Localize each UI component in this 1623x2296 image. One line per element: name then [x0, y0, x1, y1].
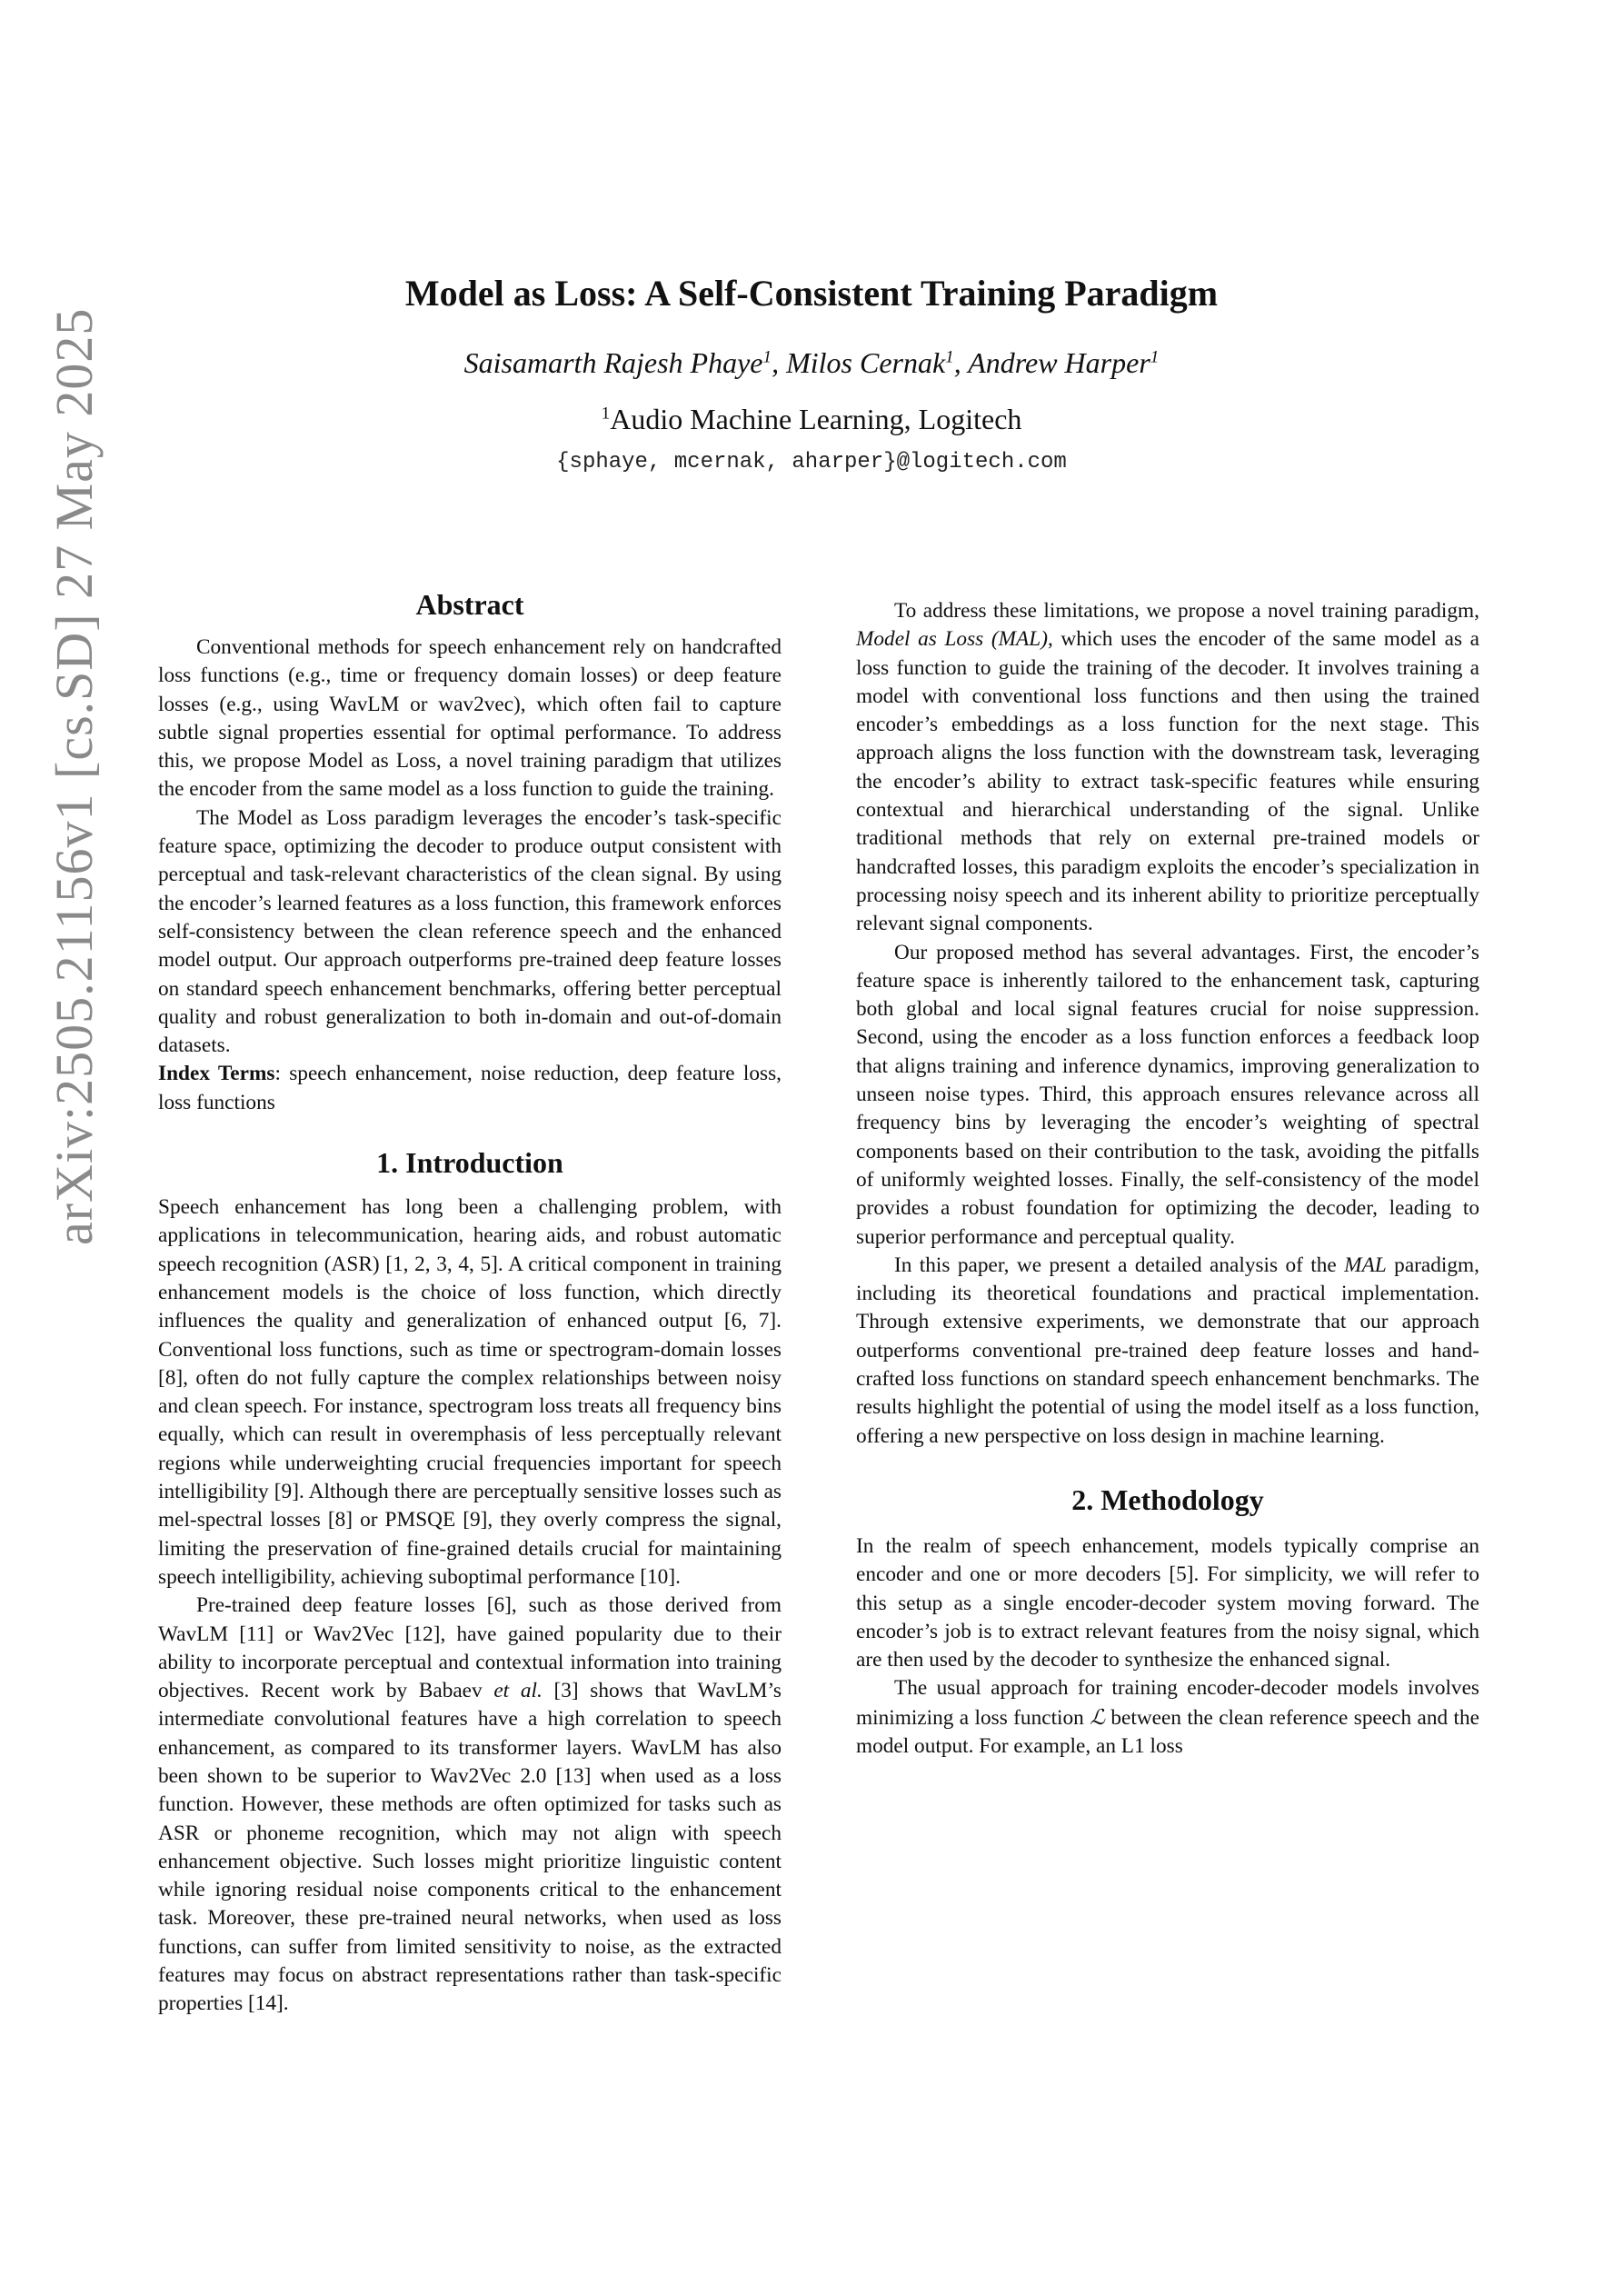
intro-text-italic: et al.	[493, 1679, 543, 1703]
method-text: The usual approach for training encoder-decoder models involves minimizing a loss function	[856, 1676, 1479, 1730]
index-terms-label: Index Terms	[158, 1062, 275, 1086]
index-terms	[158, 1060, 782, 1117]
author-name: Milos Cernak	[786, 346, 946, 379]
author-affil-mark: 1	[945, 347, 954, 367]
intro-text: To address these limitations, we propose a novel training paradigm,	[894, 599, 1479, 623]
section-heading-methodology: 2. Methodology	[1071, 1482, 1264, 1516]
intro-text-italic: Model as Loss (MAL)	[856, 627, 1048, 652]
author-affil-mark: 1	[1150, 347, 1160, 367]
intro-paragraph	[158, 1592, 782, 2018]
author-name: Saisamarth Rajesh Phaye	[463, 346, 763, 379]
method-text: between the clean reference speech and the model output. For example, an L1 loss	[856, 1705, 1480, 1758]
intro-paragraph	[856, 597, 1479, 939]
method-paragraph	[856, 1674, 1479, 1761]
intro-text: Pre-trained deep feature losses [6], such as those derived from WavLM [11] or Wav2Vec [12], have gained popularity due to their ability to incorporate perceptual and contextual information into training objectives. Recent work by Babaev	[158, 1593, 782, 1703]
intro-paragraph	[856, 1252, 1479, 1451]
loss-symbol: ℒ	[1090, 1704, 1105, 1730]
section-heading-introduction: 1. Introduction	[376, 1146, 563, 1180]
author-list	[0, 343, 1623, 383]
intro-paragraph: Our proposed method has several advantages. First, the encoder’s feature space is inherently tailored to the enhancement task, capturing both global and local signal features crucial for noise suppression. Second, using the encoder as a loss function enforces a feedback loop that aligns training and inference dynamics, improving generalization to unseen noise types. Third, this approach ensures relevance across all frequency bins by leveraging the encoder’s weighting of spectral components based on their contribution to the task, avoiding the pitfalls of uniformly weighted losses. Finally, the self-consistency of the model provides a robust foundation for optimizing the decoder, leading to superior performance and perceptual quality.	[856, 940, 1479, 1249]
left-column	[158, 586, 782, 2019]
author-separator: ,	[953, 346, 969, 379]
paper-title: Model as Loss: A Self-Consistent Training Paradigm	[404, 273, 1219, 314]
intro-text-italic: MAL	[1344, 1253, 1387, 1277]
intro-text: paradigm, including its theoretical foundations and practical implementation. Through extensive experiments, we demonstrate that our approach outperforms conventional pre-trained deep feature losses and hand-crafted loss functions on standard speech enhancement benchmarks. The results highlight the potential of using the model itself as a loss function, offering a new perspective on loss design in machine learning.	[856, 1253, 1479, 1448]
index-terms-text: : speech enhancement, noise reduction, deep feature loss, loss functions	[158, 1062, 782, 1114]
author-email: {sphaye, mcernak, aharper}@logitech.com	[556, 450, 1067, 474]
abstract-paragraph: Conventional methods for speech enhancement rely on handcrafted loss functions (e.g., time or frequency domain losses) or deep feature losses (e.g., using WavLM or wav2vec), which often fail to capture subtle signal properties essential for optimal performance. To address this, we propose Model as Loss, a novel training paradigm that utilizes the encoder from the same model as a loss function to guide the training.	[158, 635, 782, 802]
intro-paragraph: Speech enhancement has long been a challenging problem, with applications in telecommunication, hearing aids, and robust automatic speech recognition (ASR) [1, 2, 3, 4, 5]. A critical component in training enhancement models is the choice of loss function, which directly influences the quality and generalization of enhanced output [6, 7]. Conventional loss functions, such as time or spectrogram-domain losses [8], often do not fully capture the complex relationships between noisy and clean speech. For instance, spectrogram loss treats all frequency bins equally, which can result in overemphasis of less perceptually relevant regions while underweighting crucial frequencies important for speech intelligibility [9]. Although there are perceptually sensitive losses such as mel-spectral losses [8] or PMSQE [9], they overly compress the signal, limiting the preservation of fine-grained details crucial for maintaining speech intelligibility, achieving suboptimal performance [10].	[158, 1195, 782, 1589]
affil-text: Audio Machine Learning, Logitech	[610, 403, 1022, 435]
author-name: Andrew Harper	[968, 346, 1150, 379]
right-column	[856, 597, 1479, 1761]
intro-text: [3] shows that WavLM’s intermediate convolutional features have a high correlation to speech enhancement, as compared to its transformer layers. WavLM has also been shown to be superior to Wav2Vec 2.0 [13] when used as a loss function. However, these methods are often optimized for tasks such as ASR or phoneme recognition, which may not align with speech enhancement objective. Such losses might prioritize linguistic content while ignoring residual noise components critical to the enhancement task. Moreover, these pre-trained neural networks, when used as loss functions, can suffer from limited sensitivity to noise, as the extracted features may focus on abstract representations rather than task-specific properties [14].	[158, 1679, 782, 2016]
intro-text: , which uses the encoder of the same model as a loss function to guide the training of the decoder. It involves training a model with conventional loss functions and then using the trained encoder’s embeddings as a loss function for the next stage. This approach aligns the loss function with the downstream task, leveraging the encoder’s ability to extract task-specific features while ensuring contextual and hierarchical understanding of the signal. Unlike traditional methods that rely on external pre-trained models or handcrafted losses, this paradigm exploits the encoder’s specialization in processing noisy speech and its inherent ability to prioritize perceptually relevant signal components.	[856, 627, 1479, 936]
abstract-paragraph: The Model as Loss paradigm leverages the encoder’s task-specific feature space, optimizing the decoder to produce output consistent with perceptual and task-relevant characteristics of the clean signal. By using the encoder’s learned features as a loss function, this framework enforces self-consistency between the clean reference speech and the enhanced model output. Our approach outperforms pre-trained deep feature losses on standard speech enhancement benchmarks, offering better perceptual quality and robust generalization to both in-domain and out-of-domain datasets.	[158, 805, 782, 1058]
abstract-heading: Abstract	[415, 588, 524, 621]
paper-header	[0, 268, 1623, 477]
affil-mark: 1	[601, 404, 611, 424]
author-affil-mark: 1	[762, 347, 772, 367]
intro-text: In this paper, we present a detailed analysis of the	[894, 1253, 1345, 1277]
arxiv-stamp: arXiv:2505.21156v1 [cs.SD] 27 May 2025	[45, 307, 104, 1245]
author-separator: ,	[772, 346, 787, 379]
affiliation	[0, 399, 1623, 439]
method-paragraph: In the realm of speech enhancement, models typically comprise an encoder and one or more decoders [5]. For simplicity, we will refer to this setup as a single encoder-decoder system moving forward. The encoder’s job is to extract relevant features from the noisy signal, which are then used by the decoder to synthesize the enhanced signal.	[856, 1533, 1479, 1672]
